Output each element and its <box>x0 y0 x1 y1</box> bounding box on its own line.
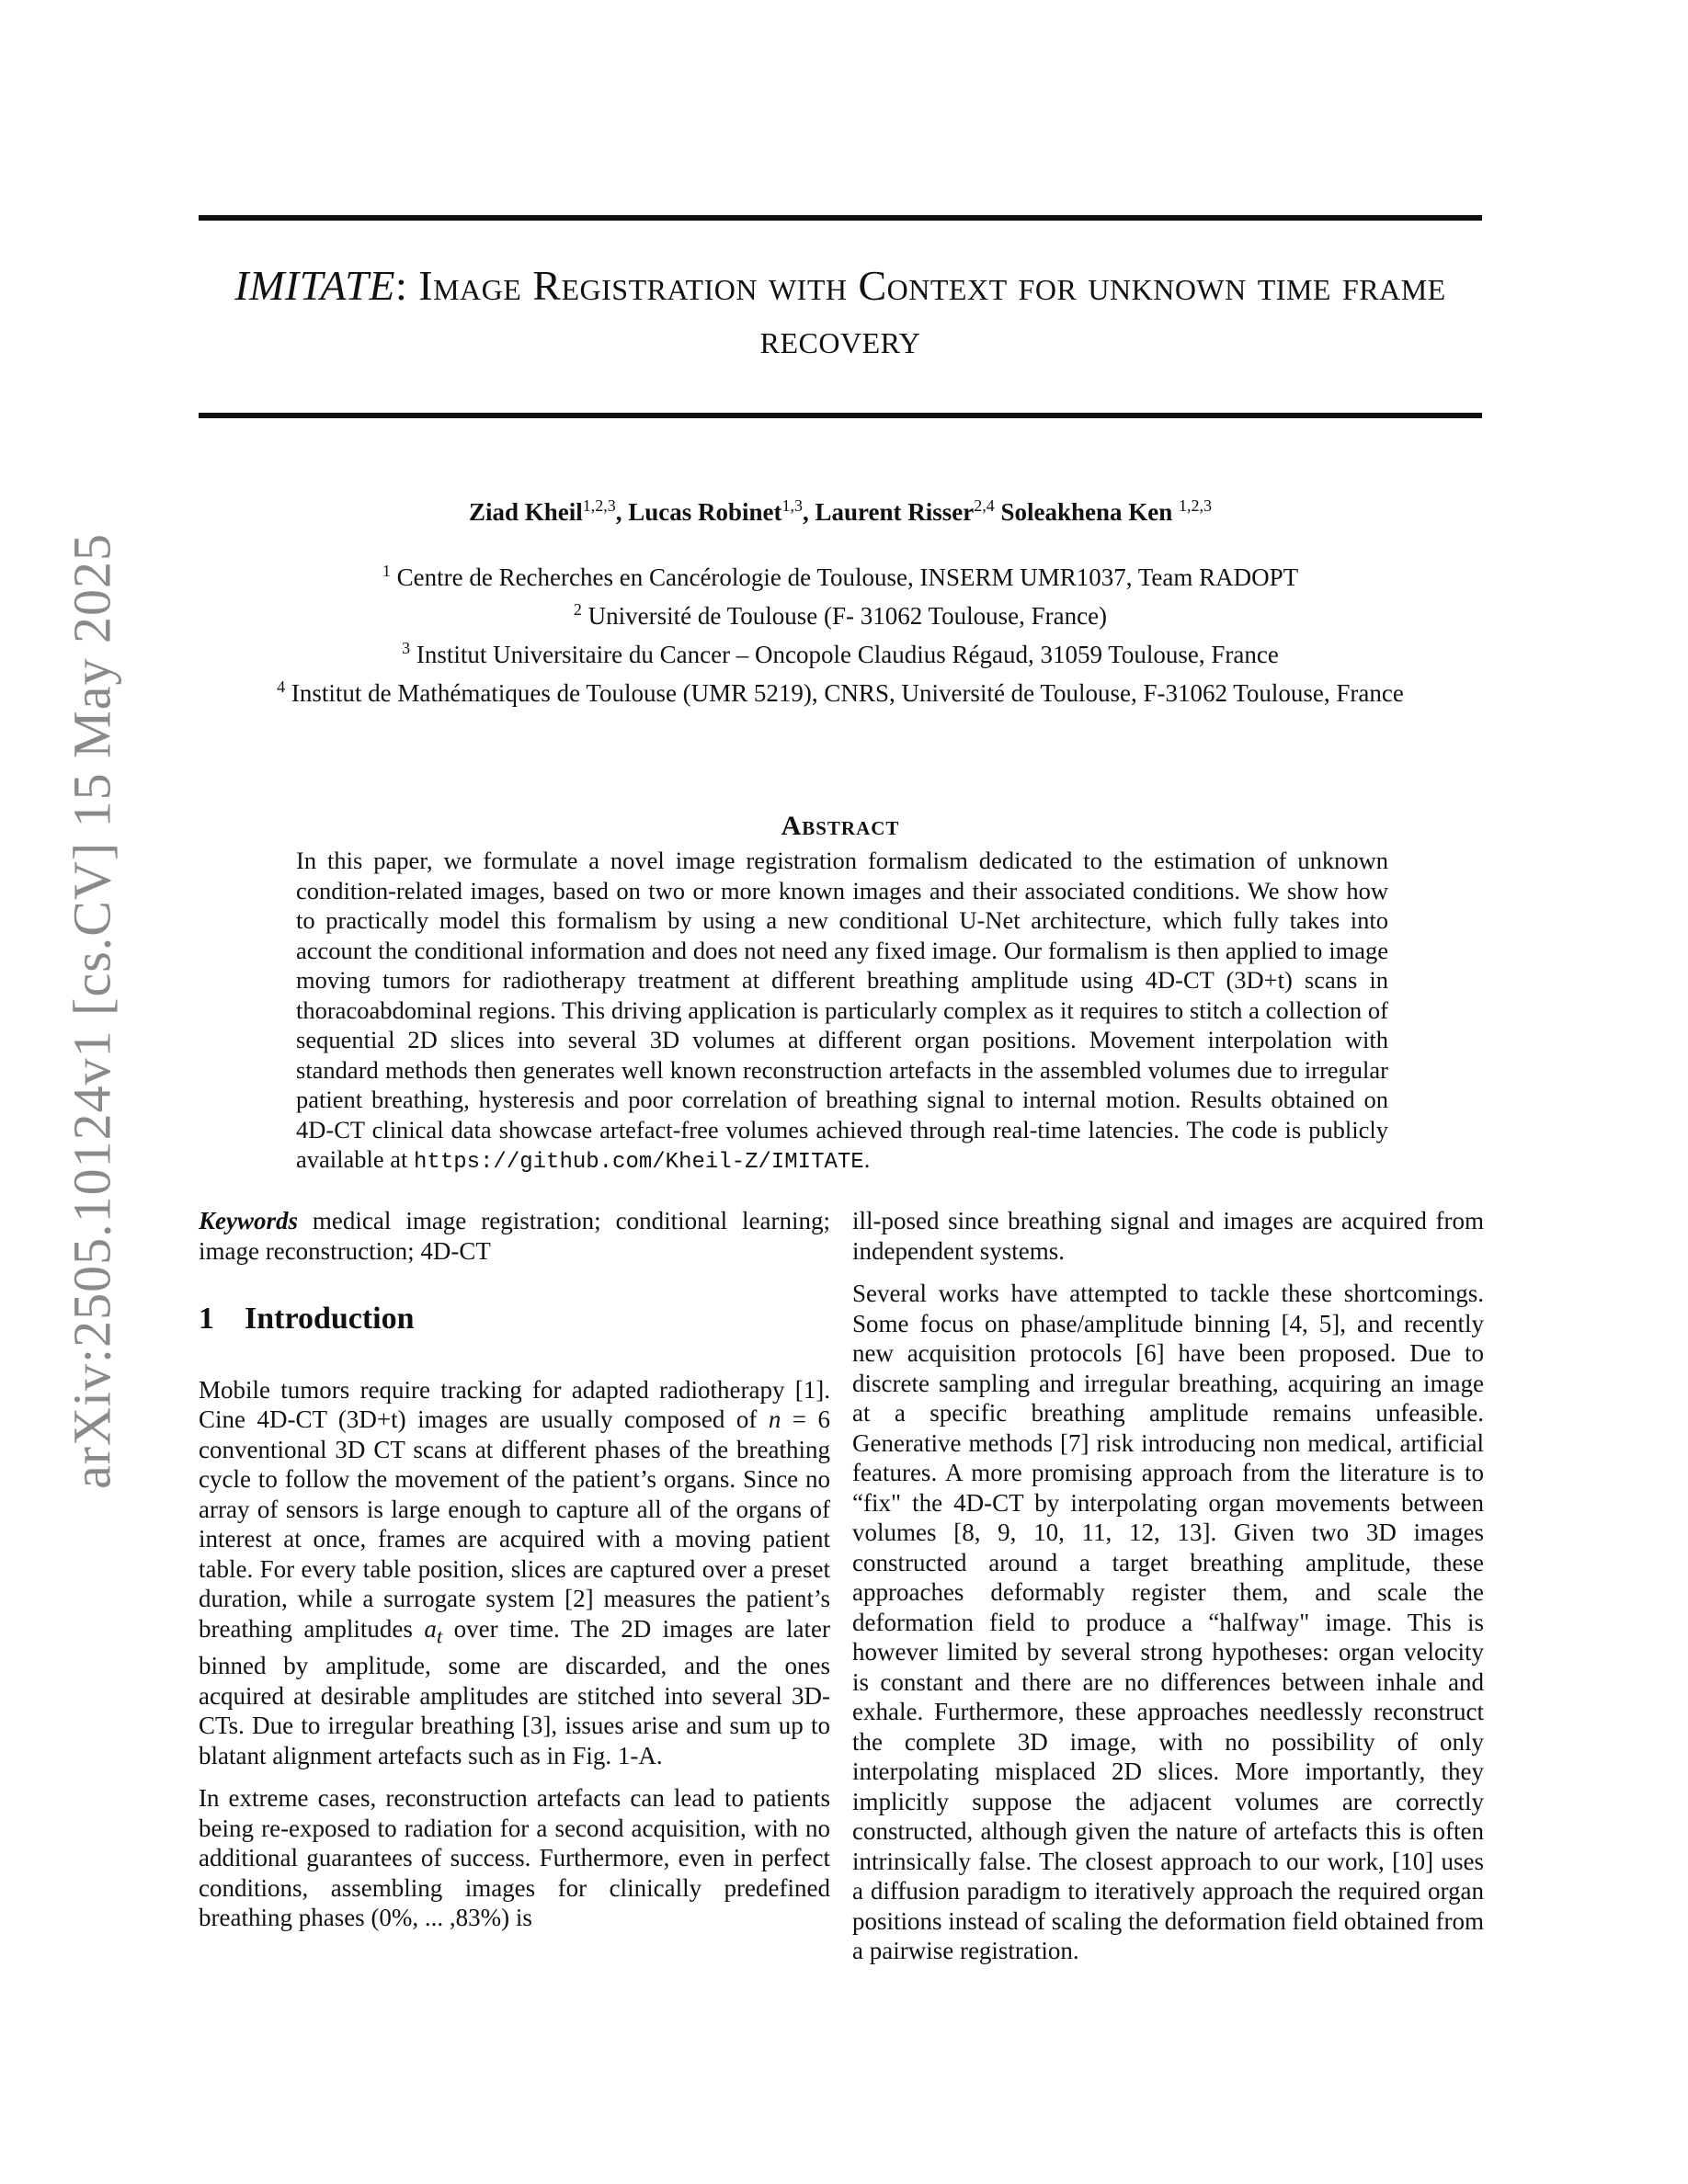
intro-paragraph-1 <box>199 1375 830 1771</box>
section-heading <box>199 1304 830 1335</box>
keywords-text: medical image registration; conditional learning; image reconstruction; 4D-CT <box>199 1207 830 1265</box>
affiliation <box>199 671 1482 710</box>
affiliation-list <box>199 555 1482 710</box>
affiliation-number: 3 <box>402 639 411 657</box>
math-a: a <box>424 1614 437 1643</box>
arxiv-identifier: arXiv:2505.10124v1 [cs.CV] 15 May 2025 <box>62 532 122 1490</box>
math-a-subscript: t <box>436 1623 443 1647</box>
affiliation-text: Centre de Recherches en Cancérologie de Toulouse, INSERM UMR1037, Team RADOPT <box>390 563 1299 591</box>
author-name: Ziad Kheil <box>468 498 583 526</box>
intro-paragraph-3: ill-posed since breathing signal and images are acquired from independent systems. <box>852 1207 1484 1265</box>
author-name: Lucas Robinet <box>628 498 782 526</box>
section-title: Introduction <box>245 1302 415 1336</box>
math-n: n <box>768 1405 781 1433</box>
keywords <box>199 1206 830 1266</box>
intro-text: Mobile tumors require tracking for adapted radiotherapy [1]. Cine 4D-CT (3D+t) images are usually composed of <box>199 1375 830 1433</box>
left-column <box>199 1206 830 1946</box>
code-repository-link[interactable]: https://github.com/Kheil-Z/IMITATE <box>414 1150 864 1175</box>
intro-text: = 6 conventional 3D CT scans at different phases of the breathing cycle to follow the movement of the patient’s organs. Since no array of sensors is large enough to capture all of the organs of interest at once, frames are acquired with a moving patient table. For every table position, slices are captured over a preset duration, while a surrogate system [2] measures the patient’s breathing amplitudes <box>199 1405 831 1643</box>
intro-text: over time. The 2D images are later binned by amplitude, some are discarded, and the ones acquired at desirable amplitudes are stitched into several 3D-CTs. Due to irregular breathing [3], issues arise and sum up to blatant alignment artefacts such as in Fig. 1-A. <box>199 1614 830 1769</box>
paper-title <box>199 259 1482 366</box>
affiliation-number: 2 <box>573 600 582 619</box>
title-rule-top <box>199 215 1482 221</box>
intro-paragraph-2: In extreme cases, reconstruction artefacts can lead to patients being re-exposed to radiation for a second acquisition, with no additional guarantees of success. Furthermore, even in perfect conditions, assembling images for clinically predefined breathing phases (0%, ... ,83%) is <box>199 1784 830 1932</box>
abstract-body <box>296 846 1388 1178</box>
title-rest: : Image Registration with Context for unknown time frame recovery <box>394 262 1446 362</box>
affiliation <box>199 555 1482 594</box>
section-number: 1 <box>199 1302 214 1336</box>
abstract-end: . <box>863 1145 871 1173</box>
title-name: IMITATE <box>234 262 395 309</box>
author-affil-sup: 1,2,3 <box>1179 496 1213 515</box>
abstract-text: In this paper, we formulate a novel image registration formalism dedicated to the estimation of unknown condition-related images, based on two or more known images and their associated conditions. We show how to practically model this formalism by using a new conditional U-Net architecture, which fully takes into account the conditional information and does not need any fixed image. Our formalism is then applied to image moving tumors for radiotherapy treatment at different breathing amplitude using 4D-CT (3D+t) scans in thoracoabdominal regions. This driving application is particularly complex as it requires to stitch a collection of sequential 2D slices into several 3D volumes at different organ positions. Movement interpolation with standard methods then generates well known reconstruction artefacts in the assembled volumes due to irregular patient breathing, hysteresis and poor correlation of breathing signal to internal motion. Results obtained on 4D-CT clinical data showcase artefact-free volumes achieved through real-time latencies. The code is publicly available at <box>296 847 1388 1173</box>
author-name: Soleakhena Ken <box>1000 498 1173 526</box>
affiliation-text: Université de Toulouse (F- 31062 Toulouse, France) <box>581 602 1108 630</box>
right-column <box>852 1206 1484 1979</box>
keywords-label: Keywords <box>199 1207 298 1234</box>
author-name: Laurent Risser <box>815 498 975 526</box>
affiliation-number: 4 <box>277 677 286 696</box>
title-rule-bottom <box>199 413 1482 418</box>
affiliation <box>199 632 1482 671</box>
author-affil-sup: 1,3 <box>781 496 803 515</box>
abstract-heading: Abstract <box>781 811 900 841</box>
intro-paragraph-4: Several works have attempted to tackle these shortcomings. Some focus on phase/amplitude binning [4, 5], and recently new acquisition protocols [6] have been proposed. Due to discrete sampling and irregular breathing, acquiring an image at a specific breathing amplitude remains unfeasible. Generative methods [7] risk introducing non medical, artificial features. A more promising approach from the literature is to “fix" the 4D-CT by interpolating organ movements between volumes [8, 9, 10, 11, 12, 13]. Given two 3D images constructed around a target breathing amplitude, these approaches deformably register them, and scale the deformation field to produce a “halfway" image. This is however limited by several strong hypotheses: organ velocity is constant and there are no differences between inhale and exhale. Furthermore, these approaches needlessly reconstruct the complete 3D image, with no possibility of only interpolating misplaced 2D slices. More importantly, they implicitly suppose the adjacent volumes are correctly constructed, although given the nature of artefacts this is often intrinsically false. The closest approach to our work, [10] uses a diffusion paradigm to iteratively approach the required organ positions instead of scaling the deformation field obtained from a pairwise registration. <box>852 1280 1484 1964</box>
author-list: Ziad Kheil$^{1,2,3}$, Lucas Robinet$^{1,3}$, Laurent Risser$^{2,4}$ Soleakhena Ken $^{1,2,3}$ <box>468 496 1213 526</box>
affiliation-text: Institut de Mathématiques de Toulouse (UMR 5219), CNRS, Université de Toulouse, F-31062 Toulouse, France <box>285 679 1404 707</box>
author-affil-sup: 2,4 <box>974 496 995 515</box>
affiliation-number: 1 <box>382 562 391 580</box>
author-affil-sup: 1,2,3 <box>582 496 616 515</box>
affiliation <box>199 594 1482 632</box>
affiliation-text: Institut Universitaire du Cancer – Oncopole Claudius Régaud, 31059 Toulouse, France <box>410 641 1279 668</box>
